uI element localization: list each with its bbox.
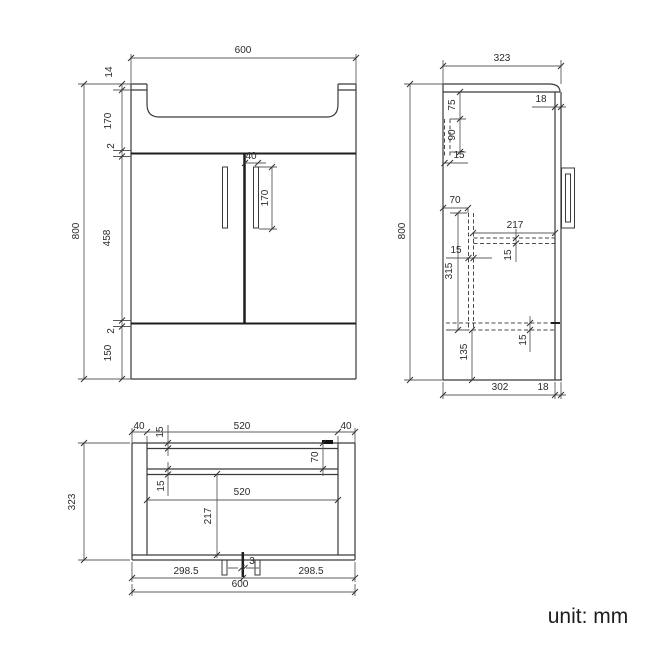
side-body-depth-dim: 302 [491, 382, 509, 393]
side-view-door-handle [562, 168, 575, 228]
side-view-dimension-ticks [407, 63, 564, 398]
plan-view-outline [132, 443, 355, 560]
side-bracket-thickness-dim: 15 [453, 150, 465, 161]
front-gap-bottom-dim: 2 [106, 328, 117, 334]
unit-label: unit: mm [547, 605, 629, 628]
side-depth-dim: 323 [493, 53, 511, 64]
front-plinth-height-dim: 150 [103, 344, 114, 362]
front-handle-length-dim: 170 [260, 189, 271, 207]
side-bottom-clearance-dim: 135 [459, 343, 470, 361]
side-divider-thickness-dim: 15 [450, 245, 462, 256]
front-gap-top-dim: 2 [106, 143, 117, 149]
front-width-dim: 600 [234, 45, 252, 56]
plan-ledge-depth-dim: 70 [310, 451, 321, 463]
plan-left-door-width-dim: 298.5 [173, 566, 199, 577]
side-divider-height-dim: 315 [444, 262, 455, 280]
plan-right-door-width-dim: 298.5 [298, 566, 324, 577]
side-view-dimension-lines [404, 60, 566, 399]
front-total-height-dim: 800 [71, 222, 82, 240]
side-rail-depth-dim: 70 [449, 195, 461, 206]
front-view-doors [131, 153, 356, 324]
plan-inner-width-dim: 520 [233, 487, 251, 498]
front-basin-height-dim: 170 [103, 112, 114, 130]
front-door-height-dim: 458 [102, 229, 113, 247]
side-view-outline [443, 84, 562, 380]
side-bottom-thickness-dim: 15 [518, 334, 529, 346]
plan-left-panel-dim: 40 [133, 421, 145, 432]
plan-depth-dim: 323 [67, 493, 78, 511]
side-shelf-depth-dim: 217 [506, 220, 524, 231]
front-handle-offset-dim: 40 [245, 151, 257, 162]
front-view-door-handles [223, 167, 259, 228]
plan-width-dim: 600 [231, 579, 249, 590]
side-total-height-dim: 800 [397, 222, 408, 240]
side-shelf-thickness-dim: 15 [503, 249, 514, 261]
plan-right-panel-dim: 40 [340, 421, 352, 432]
plan-rail-thickness-dim: 15 [156, 480, 167, 492]
front-view-dimension-ticks [81, 55, 359, 382]
side-bracket-height-dim: 90 [447, 129, 458, 141]
plan-inner-depth-dim: 217 [203, 507, 214, 525]
plan-door-gap-dim: 3 [249, 556, 255, 567]
plan-top-inner-width-dim: 520 [233, 421, 251, 432]
plan-back-thickness-dim: 15 [155, 426, 166, 438]
side-bracket-offset-dim: 75 [447, 99, 458, 111]
front-view-dimension-lines [78, 54, 356, 379]
side-door-thickness-dim: 18 [537, 382, 549, 393]
side-door-thickness-top-dim: 18 [535, 94, 547, 105]
front-top-lip-dim: 14 [104, 66, 115, 78]
